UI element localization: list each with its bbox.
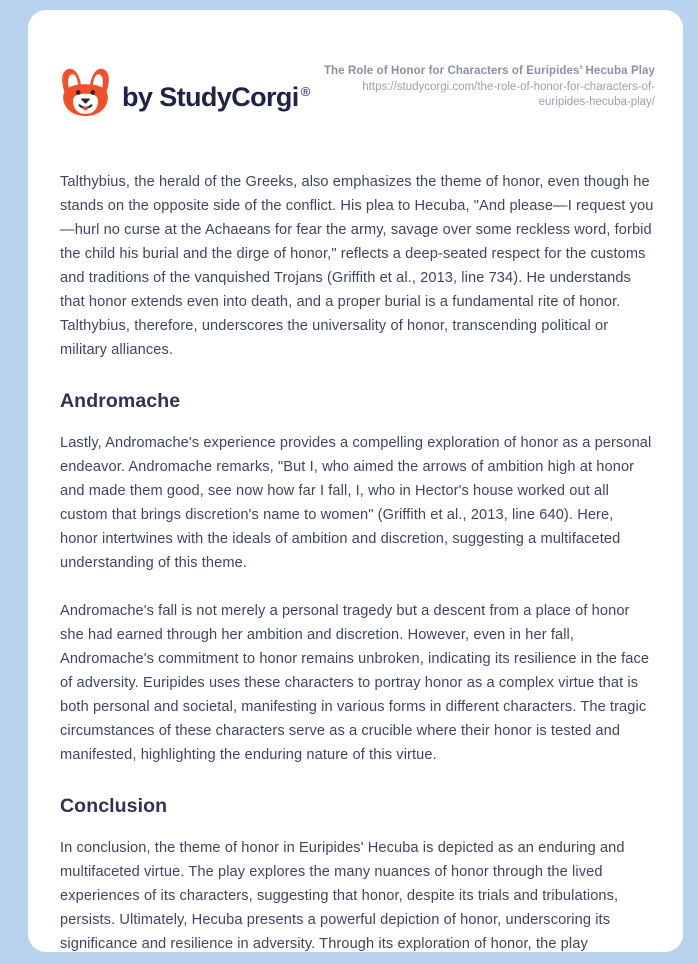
brand — [58, 62, 310, 122]
document-card — [28, 10, 683, 952]
doc-title: The Role of Honor for Characters of Euripides’ Hecuba Play — [323, 65, 655, 77]
section-heading-conclusion: Conclusion — [60, 795, 168, 817]
registered-trademark: ® — [300, 83, 310, 99]
doc-meta — [323, 62, 655, 110]
paragraph-conclusion: In conclusion, the theme of honor in Euripides' Hecuba is depicted as an enduring and multifaceted virtue. The play explores the many nuances of honor through the lived experiences of its characters, suggesting that honor, despite its trials and tribulations, persists. Ultimately, Hecuba presents a powerful depiction of honor, underscoring its significance and resilience in adversity. Through its exploration of honor, the play — [60, 840, 625, 952]
article-body — [28, 170, 683, 952]
section-heading-andromache: Andromache — [60, 390, 181, 412]
brand-name: by StudyCorgi ® — [122, 81, 310, 112]
corgi-logo-icon — [58, 62, 113, 122]
paragraph-talthybius: Talthybius, the herald of the Greeks, also emphasizes the theme of honor, even though he stands on the opposite side of the conflict. His plea to Hecuba, "And please—I request you—hurl no curse at the Achaeans for fear the army, savage over some reckless word, forbid the child his burial and the dirge of honor," reflects a deep-seated respect for the customs and traditions of the vanquished Trojans (Griffith et al., 2013, line 734). He understands that honor extends even into death, and a proper burial is a fundamental rite of honor. Talthybius, therefore, underscores the universality of honor, transcending political or military alliances. — [60, 174, 654, 358]
paragraph-andromache-2: Andromache's fall is not merely a personal tragedy but a descent from a place of honor she had earned through her ambition and discretion. However, even in her fall, Andromache's commitment to honor remains unbroken, indicating its resilience in the face of adversity. Euripides uses these characters to portray honor as a complex virtue that is both personal and societal, manifesting in various forms in different characters. The tragic circumstances of these characters serve as a crucible where their honor is tested and manifested, highlighting the enduring nature of this virtue. — [60, 603, 650, 763]
paragraph-andromache-1: Lastly, Andromache's experience provides a compelling exploration of honor as a personal endeavor. Andromache remarks, "But I, who aimed the arrows of ambition high at honor and made them good, see now how far I fall, I, who in Hector's house worked out all custom that brings discretion's name to women" (Griffith et al., 2013, line 640). Here, honor intertwines with the ideals of ambition and discretion, suggesting a multifaceted understanding of this theme. — [60, 435, 652, 571]
doc-url-link[interactable]: https://studycorgi.com/the-role-of-honor-for-characters-of-euripides-hecuba-play/ — [362, 81, 655, 108]
card-header — [28, 10, 683, 122]
